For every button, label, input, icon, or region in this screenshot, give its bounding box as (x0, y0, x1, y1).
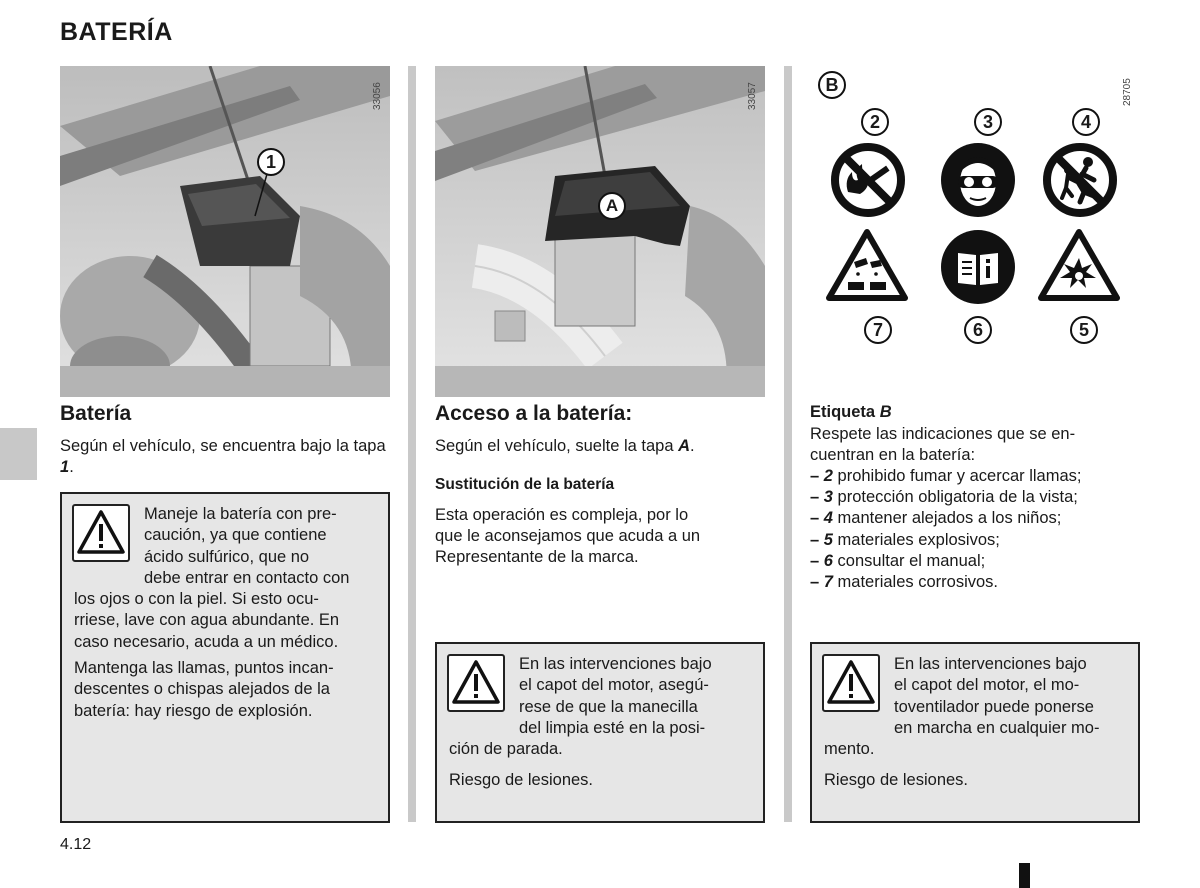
read-manual-icon (940, 229, 1016, 305)
page-number: 4.12 (60, 836, 92, 853)
figure-label-B: B (818, 71, 846, 99)
warning-text-bottom: ción de parada. (449, 740, 563, 758)
warning-text-bottom: los ojos o con la piel. Si esto ocu- rriese, lave con agua abundante. En caso necesario, acuda a un médico. (74, 590, 340, 651)
list-item: – 7 materiales corrosivos. (810, 573, 999, 592)
warning-box-acid (60, 492, 390, 823)
symbol-number-5: 5 (1070, 316, 1098, 344)
warning-text-bottom: mento. (824, 740, 875, 758)
symbol-number-7: 7 (864, 316, 892, 344)
page-title: BATERÍA (60, 18, 173, 46)
column-divider (408, 66, 416, 822)
symbol-number-6: 6 (964, 316, 992, 344)
warning-text-top: En las intervenciones bajo el capot del motor, asegú- rese de que la manecilla del limpia esté en la posi- (519, 655, 712, 737)
warning-triangle-icon (447, 654, 505, 712)
column-divider (784, 66, 792, 822)
warning-risk-text: Riesgo de lesiones. (824, 771, 969, 789)
page-edge-marker (1019, 863, 1030, 888)
label-heading: Etiqueta B (810, 403, 892, 421)
warning-text-top: Maneje la batería con pre- caución, ya que contiene ácido sulfúrico, que no debe entrar en contacto con (144, 505, 350, 587)
list-item: – 2 prohibido fumar y acercar llamas; (810, 467, 1082, 485)
symbol-number-3: 3 (974, 108, 1002, 136)
list-item: – 6 consultar el manual; (810, 551, 986, 570)
warning-triangle-icon (822, 654, 880, 712)
label-intro: Respete las indicaciones que se en- cuentran en la batería: (810, 425, 1076, 465)
replacement-text: Esta operación es compleja, por lo que le aconsejamos que acuda a un Representante de la marca. (435, 506, 701, 566)
figure-reference: 28705 (1122, 78, 1133, 106)
explosive-icon (1038, 228, 1120, 302)
section-heading-bateria: Batería (60, 402, 132, 425)
eye-protection-icon (940, 142, 1016, 218)
list-item: – 4 mantener alejados a los niños; (810, 509, 1062, 528)
engine-photo-cover (435, 66, 765, 397)
cover-release-text: Según el vehículo, suelte la tapa A. (435, 437, 695, 455)
keep-children-away-icon (1042, 142, 1118, 218)
warning-text-top: En las intervenciones bajo el capot del motor, el mo- toventilador puede ponerse en marcha en cualquier mo- (894, 655, 1100, 737)
no-smoking-flames-icon (830, 142, 906, 218)
warning-risk-text: Riesgo de lesiones. (449, 771, 594, 789)
symbol-number-2: 2 (861, 108, 889, 136)
callout-1: 1 (257, 148, 285, 176)
list-item: – 3 protección obligatoria de la vista; (810, 488, 1078, 507)
engine-photo-battery (60, 66, 390, 397)
warning-box-fan (810, 642, 1140, 823)
photo-reference: 33056 (372, 82, 383, 110)
subheading-sustitucion: Sustitución de la batería (435, 476, 615, 493)
label-symbol-list (810, 466, 1140, 593)
section-heading-acceso: Acceso a la batería: (435, 402, 633, 425)
callout-A: A (598, 192, 626, 220)
warning-box-wiper (435, 642, 765, 823)
battery-location-text: Según el vehículo, se encuentra bajo la tapa 1. (60, 437, 386, 476)
list-item: – 5 materiales explosivos; (810, 530, 1000, 549)
corrosive-icon (826, 228, 908, 302)
warning-text-flames: Mantenga las llamas, puntos incan- descentes o chispas alejados de la batería: hay riesgo de explosión. (74, 659, 334, 720)
photo-reference: 33057 (747, 82, 758, 110)
symbol-number-4: 4 (1072, 108, 1100, 136)
warning-triangle-icon (72, 504, 130, 562)
section-tab (0, 428, 37, 480)
